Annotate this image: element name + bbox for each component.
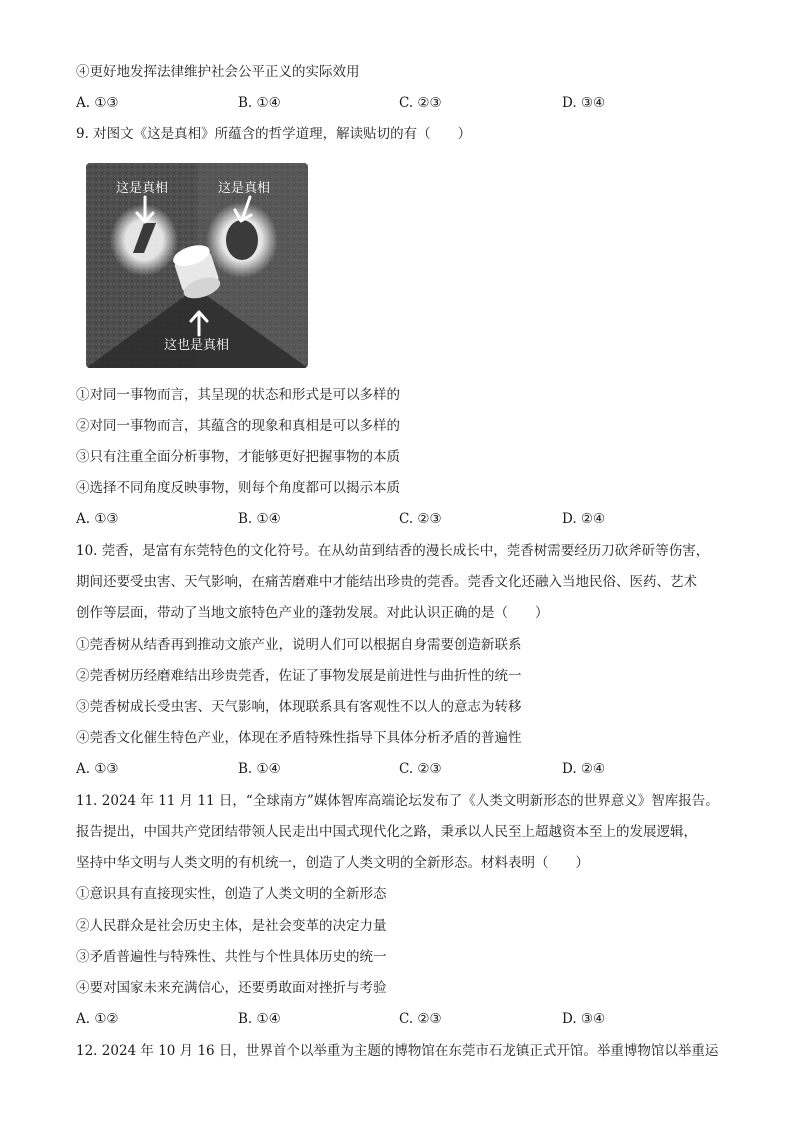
figure-label-bottom: 这也是真相 bbox=[164, 338, 230, 353]
q9-stem: 9. 对图文《这是真相》所蕴含的哲学道理，解读贴切的有（ ） bbox=[76, 126, 472, 142]
q8-choices bbox=[76, 94, 726, 112]
q10-item-3: ③莞香树成长受虫害、天气影响，体现联系具有客观性不以人的意志为转移 bbox=[76, 699, 522, 715]
q10-stem-line-2: 期间还要受虫害、天气影响，在痛苦磨难中才能结出珍贵的莞香。莞香文化还融入当地民俗、医药、艺术 bbox=[76, 574, 697, 590]
q10-choices bbox=[76, 760, 726, 778]
q10-stem-line-3: 创作等层面，带动了当地文旅特色产业的蓬勃发展。对此认识正确的是（ ） bbox=[76, 605, 549, 621]
figure-label-left: 这是真相 bbox=[116, 181, 169, 196]
q11-item-4: ④要对国家未来充满信心，还要勇敢面对挫折与考验 bbox=[76, 980, 387, 996]
choice-a[interactable]: A. ①③ bbox=[76, 95, 119, 111]
choice-c[interactable]: C. ②③ bbox=[399, 95, 442, 111]
q10-item-2: ②莞香树历经磨难结出珍贵莞香，佐证了事物发展是前进性与曲折性的统一 bbox=[76, 668, 522, 684]
choice-d[interactable]: D. ③④ bbox=[562, 1011, 606, 1027]
choice-a[interactable]: A. ①③ bbox=[76, 511, 119, 527]
choice-c[interactable]: C. ②③ bbox=[399, 511, 442, 527]
q10-item-1: ①莞香树从结香再到推动文旅产业，说明人们可以根据自身需要创造新联系 bbox=[76, 637, 522, 653]
choice-b[interactable]: B. ①④ bbox=[238, 761, 281, 777]
choice-b[interactable]: B. ①④ bbox=[238, 95, 281, 111]
q12-stem-line-1: 12. 2024 年 10 月 16 日，世界首个以举重为主题的博物馆在东莞市石龙镇正式开馆。举重博物馆以举重运 bbox=[76, 1043, 719, 1059]
choice-d[interactable]: D. ②④ bbox=[562, 511, 606, 527]
figure-label-right: 这是真相 bbox=[218, 181, 271, 196]
q9-item-3: ③只有注重全面分析事物，才能够更好把握事物的本质 bbox=[76, 449, 400, 465]
q9-choices bbox=[76, 510, 726, 528]
q9-item-2: ②对同一事物而言，其蕴含的现象和真相是可以多样的 bbox=[76, 418, 400, 434]
choice-a[interactable]: A. ①③ bbox=[76, 761, 119, 777]
q9-figure bbox=[86, 163, 308, 368]
q11-item-3: ③矛盾普遍性与特殊性、共性与个性具体历史的统一 bbox=[76, 949, 387, 965]
q11-stem-line-3: 坚持中华文明与人类文明的有机统一，创造了人类文明的全新形态。材料表明（ ） bbox=[76, 855, 589, 871]
q10-item-4: ④莞香文化催生特色产业，体现在矛盾特殊性指导下具体分析矛盾的普遍性 bbox=[76, 730, 522, 746]
choice-a[interactable]: A. ①② bbox=[76, 1011, 119, 1027]
q9-item-1: ①对同一事物而言，其呈现的状态和形式是可以多样的 bbox=[76, 387, 400, 403]
q9-item-4: ④选择不同角度反映事物，则每个角度都可以揭示本质 bbox=[76, 480, 400, 496]
q11-stem-line-1: 11. 2024 年 11 月 11 日，“全球南方”媒体智库高端论坛发布了《人类文明新形态的世界意义》智库报告。 bbox=[76, 793, 719, 809]
q11-item-1: ①意识具有直接现实性，创造了人类文明的全新形态 bbox=[76, 886, 387, 902]
q11-stem-line-2: 报告提出，中国共产党团结带领人民走出中国式现代化之路，秉承以人民至上超越资本至上的发展逻辑， bbox=[76, 824, 697, 840]
choice-b[interactable]: B. ①④ bbox=[238, 511, 281, 527]
q11-choices bbox=[76, 1010, 726, 1028]
q11-item-2: ②人民群众是社会历史主体，是社会变革的决定力量 bbox=[76, 918, 387, 934]
q8-option-4: ④更好地发挥法律维护社会公平正义的实际效用 bbox=[76, 64, 360, 80]
choice-d[interactable]: D. ③④ bbox=[562, 95, 606, 111]
circle-shadow bbox=[226, 220, 258, 260]
choice-c[interactable]: C. ②③ bbox=[399, 761, 442, 777]
choice-d[interactable]: D. ②④ bbox=[562, 761, 606, 777]
choice-b[interactable]: B. ①④ bbox=[238, 1011, 281, 1027]
choice-c[interactable]: C. ②③ bbox=[399, 1011, 442, 1027]
q10-stem-line-1: 10. 莞香，是富有东莞特色的文化符号。在从幼苗到结香的漫长成长中，莞香树需要经历刀砍斧斫等伤害， bbox=[76, 543, 710, 559]
